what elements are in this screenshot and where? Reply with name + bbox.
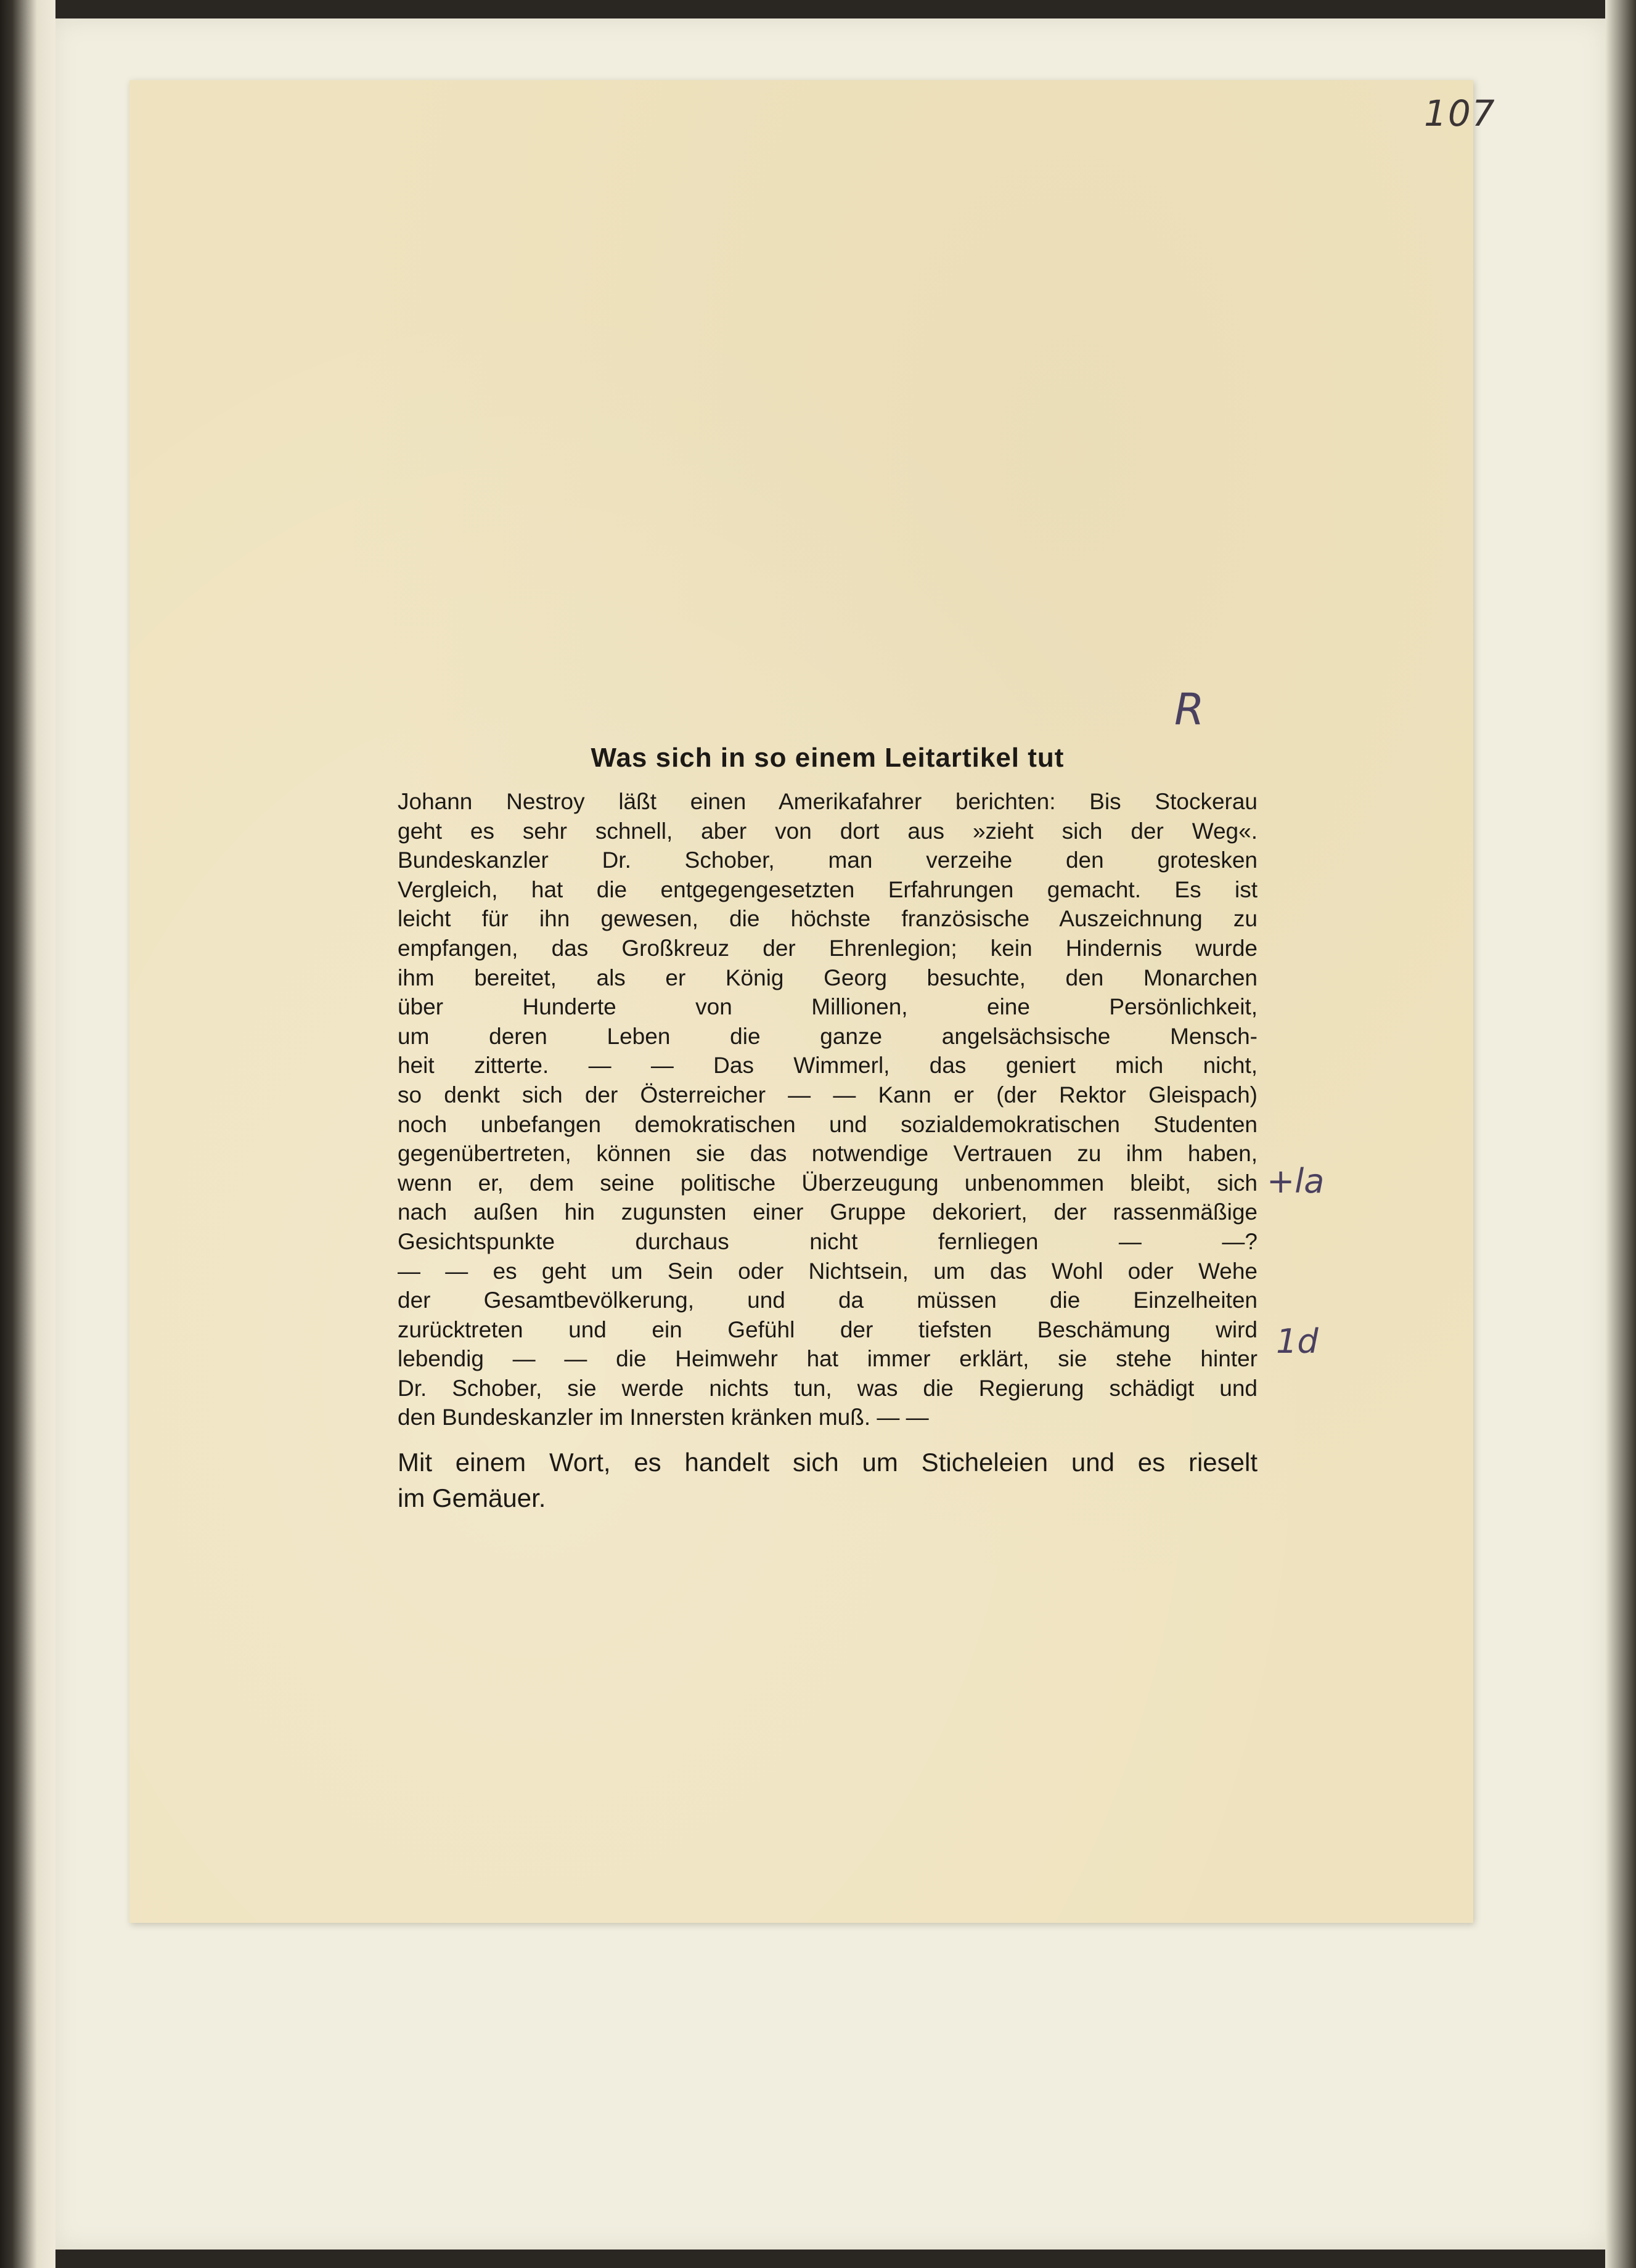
body-line: Bundeskanzler Dr. Schober, man verzeihe den grotesken <box>398 847 1258 873</box>
body-line: wenn er, dem seine politische Überzeugung unbenommen bleibt, sich <box>398 1170 1258 1196</box>
body-line: Johann Nestroy läßt einen Amerikafahrer berichten: Bis Stockerau <box>398 789 1258 814</box>
body-line: lebendig — — die Heimwehr hat immer erklärt, sie stehe hinter <box>398 1346 1258 1372</box>
body-line: noch unbefangen demokratischen und sozialdemokratischen Studenten <box>398 1111 1258 1137</box>
body-line: um deren Leben die ganze angelsächsische Mensch- <box>398 1023 1258 1049</box>
body-line: den Bundeskanzler im Innersten kränken muß. — — <box>398 1405 929 1430</box>
article-clipping <box>398 743 1258 1516</box>
article-title: Was sich in so einem Leitartikel tut <box>591 743 1065 773</box>
body-line: geht es sehr schnell, aber von dort aus »zieht sich der Weg«. <box>398 818 1258 844</box>
body-line: gegenübertreten, können sie das notwendige Vertrauen zu ihm haben, <box>398 1141 1258 1167</box>
body-line: nach außen hin zugunsten einer Gruppe dekoriert, der rassenmäßige <box>398 1199 1258 1225</box>
body-line: der Gesamtbevölkerung, und da müssen die Einzelheiten <box>398 1287 1258 1313</box>
body-line: heit zitterte. — — Das Wimmerl, das geniert mich nicht, <box>398 1053 1258 1079</box>
body-line: ihm bereitet, als er König Georg besuchte, den Monarchen <box>398 965 1258 990</box>
body-line: Vergleich, hat die entgegengesetzten Erfahrungen gemacht. Es ist <box>398 876 1258 902</box>
closing-sentence <box>398 1445 1258 1516</box>
body-line: so denkt sich der Österreicher — — Kann er (der Rektor Gleispach) <box>398 1082 1258 1107</box>
album-edge <box>1605 0 1636 2268</box>
album-spine <box>0 0 55 2268</box>
margin-note-top: R <box>1174 684 1205 735</box>
margin-note-2: 1d <box>1276 1322 1319 1361</box>
body-line: — — es geht um Sein oder Nichtsein, um das Wohl oder Wehe <box>398 1258 1258 1284</box>
body-line: empfangen, das Großkreuz der Ehrenlegion; kein Hindernis wurde <box>398 935 1258 961</box>
body-line: zurücktreten und ein Gefühl der tiefsten Beschämung wird <box>398 1316 1258 1342</box>
body-line: Dr. Schober, sie werde nichts tun, was die Regierung schädigt und <box>398 1375 1258 1401</box>
page-number: 107 <box>1424 92 1496 134</box>
article-body <box>398 787 1258 1432</box>
body-line: über Hunderte von Millionen, eine Persönlichkeit, <box>398 994 1258 1020</box>
margin-note-1: +la <box>1267 1162 1325 1201</box>
body-line: leicht für ihn gewesen, die höchste französische Auszeichnung zu <box>398 906 1258 932</box>
body-line: Gesichtspunkte durchaus nicht fernliegen — —? <box>398 1228 1258 1254</box>
closing-line: Mit einem Wort, es handelt sich um Sticheleien und es rieselt <box>398 1448 1258 1477</box>
closing-line: im Gemäuer. <box>398 1483 546 1513</box>
